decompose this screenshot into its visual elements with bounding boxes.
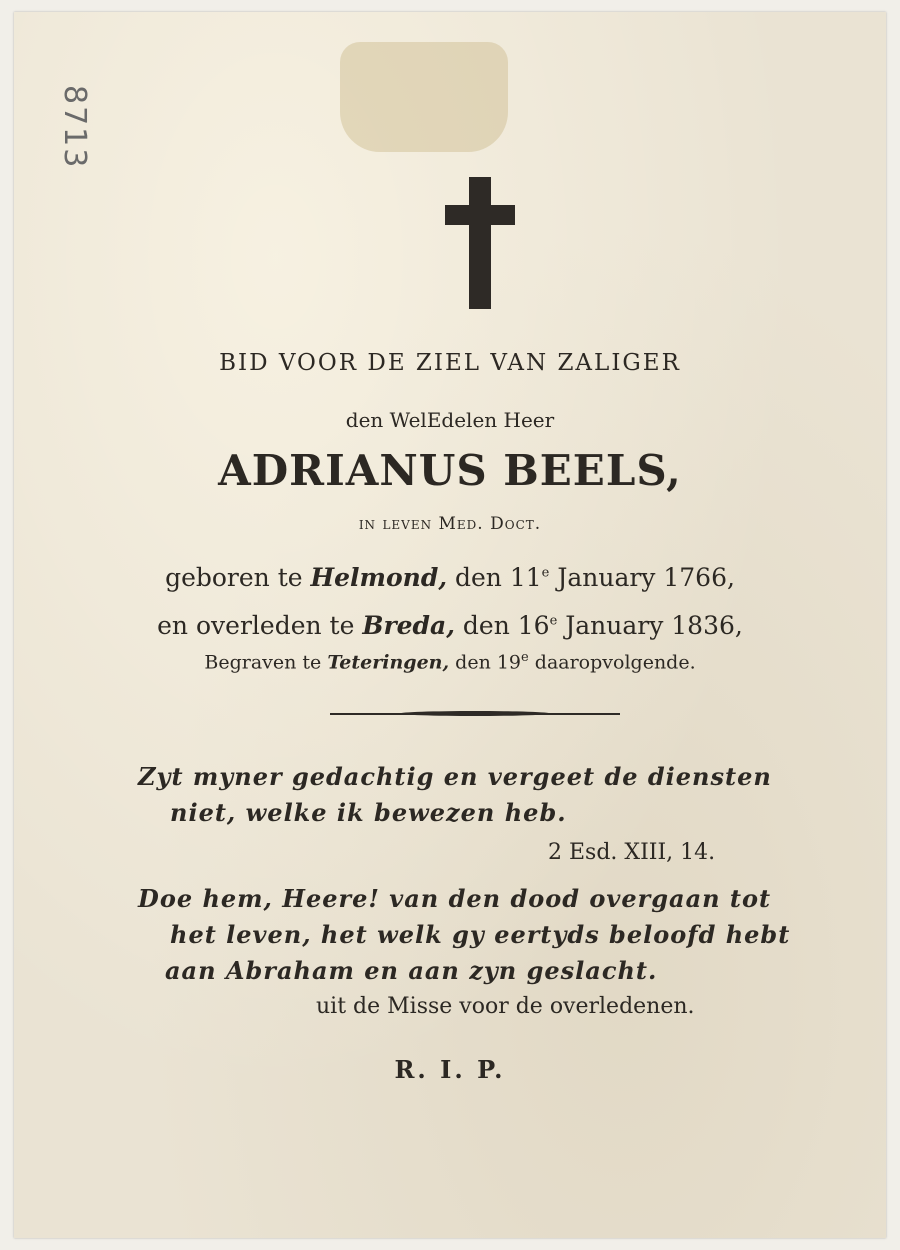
birth-date: den 11 [454,563,542,592]
birth-line [0,563,900,592]
deceased-name: ADRIANUS BEELS, [218,446,682,495]
burial-line [0,650,900,673]
quote2-line3: aan Abraham en aan zyn geslacht. [165,956,658,985]
title-line: den WelEdelen Heer [345,408,555,432]
quote2-line1: Doe hem, Heere! van den dood overgaan tot [138,884,772,913]
death-prefix: en overleden te [157,611,355,640]
birth-ordinal: e [541,565,550,581]
burial-suffix: daaropvolgende. [534,651,696,674]
archive-number: 8713 [57,85,92,170]
quote1-reference: 2 Esd. XIII, 14. [548,840,716,865]
birth-prefix: geboren te [165,563,303,592]
divider-ornament [400,711,550,716]
death-ordinal: e [549,613,558,629]
birth-place: Helmond, [310,563,448,592]
quote2-reference: uit de Misse voor de overledenen. [316,994,695,1019]
burial-place: Teteringen, [327,651,450,674]
death-year: January 1836, [565,611,743,640]
quote2-line2: het leven, het welk gy eertyds beloofd hebt [170,920,791,949]
paper-stain [340,42,508,152]
birth-year: January 1766, [557,563,735,592]
profession: in leven Med. Doct. [358,514,542,534]
quote1-line2: niet, welke ik bewezen heb. [170,798,567,827]
cross-icon [445,177,515,309]
quote1-line1: Zyt myner gedachtig en vergeet de diensten [138,762,772,791]
death-place: Breda, [362,611,455,640]
burial-prefix: Begraven te [204,651,322,674]
death-line [0,611,900,640]
death-date: den 16 [462,611,550,640]
burial-date: den 19 [455,651,522,674]
heading: BID VOOR DE ZIEL VAN ZALIGER [219,350,681,376]
closing-rip: R. I. P. [394,1055,506,1084]
burial-ordinal: e [521,650,529,665]
